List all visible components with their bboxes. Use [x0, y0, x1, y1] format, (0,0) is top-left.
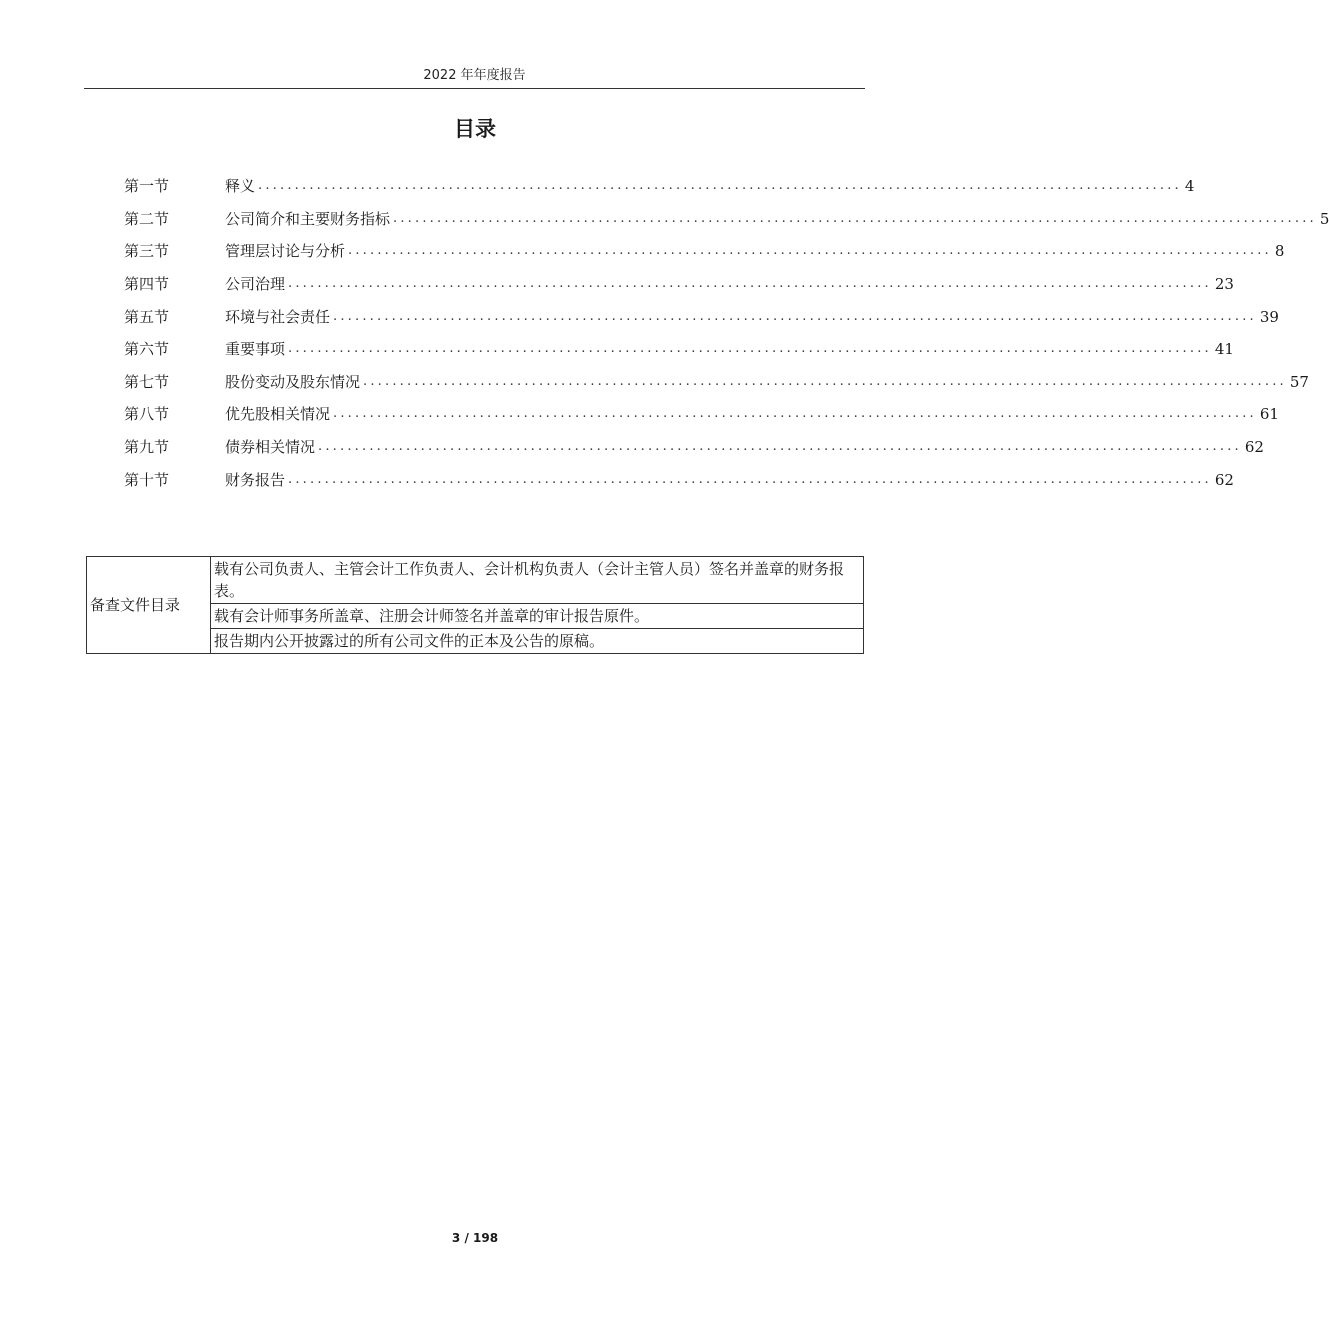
toc-section-number: 第一节 — [124, 177, 170, 196]
toc-section-title: 重要事项 — [225, 340, 286, 359]
toc-leader-dots: .............................................................................................................................. — [318, 439, 1242, 455]
toc-section-title: 股份变动及股东情况 — [225, 372, 361, 391]
toc-section-number: 第七节 — [124, 372, 170, 391]
reference-document-item: 报告期内公开披露过的所有公司文件的正本及公告的原稿。 — [211, 629, 864, 654]
toc-section-number: 第六节 — [124, 340, 170, 359]
toc-leader-dots: .............................................................................................................................. — [333, 308, 1257, 324]
toc-leader-dots: .............................................................................................................................. — [288, 471, 1212, 487]
page-header — [84, 66, 865, 89]
toc-leader-dots: .............................................................................................................................. — [363, 373, 1287, 389]
reference-documents-label: 备查文件目录 — [87, 557, 211, 654]
toc-leader-dots: .............................................................................................................................. — [288, 341, 1212, 357]
toc-section-title: 公司治理 — [225, 275, 286, 294]
header-title: 2022 年年度报告 — [423, 68, 526, 83]
toc-leader-dots: .............................................................................................................................. — [288, 276, 1212, 292]
toc-section-number: 第二节 — [124, 209, 170, 228]
table-of-contents — [124, 170, 1329, 496]
toc-entry[interactable] — [124, 235, 1285, 268]
toc-page-number: 57 — [1289, 372, 1309, 391]
toc-section-title: 公司简介和主要财务指标 — [225, 209, 391, 228]
toc-page-number: 23 — [1214, 275, 1234, 294]
toc-section-number: 第四节 — [124, 275, 170, 294]
toc-entry[interactable] — [124, 203, 1329, 236]
toc-section-title: 债券相关情况 — [225, 438, 316, 457]
page-number: 3 / 198 — [451, 1231, 499, 1245]
toc-entry[interactable] — [124, 463, 1234, 496]
toc-section-title: 管理层讨论与分析 — [225, 242, 346, 261]
toc-leader-dots: .............................................................................................................................. — [258, 178, 1182, 194]
toc-entry[interactable] — [124, 366, 1309, 399]
toc-section-title: 财务报告 — [225, 470, 286, 489]
toc-page-number: 4 — [1184, 177, 1195, 196]
toc-section-title: 环境与社会责任 — [225, 307, 331, 326]
toc-section-number: 第九节 — [124, 438, 170, 457]
toc-leader-dots: .............................................................................................................................. — [333, 406, 1257, 422]
toc-page-number: 8 — [1274, 242, 1285, 261]
toc-page-number: 39 — [1259, 307, 1279, 326]
toc-entry[interactable] — [124, 431, 1264, 464]
toc-entry[interactable] — [124, 333, 1234, 366]
reference-documents-table — [86, 556, 864, 654]
toc-leader-dots: .............................................................................................................................. — [393, 210, 1317, 226]
toc-entry[interactable] — [124, 268, 1234, 301]
reference-document-item: 载有公司负责人、主管会计工作负责人、会计机构负责人（会计主管人员）签名并盖章的财务报表。 — [211, 557, 864, 604]
toc-entry[interactable] — [124, 170, 1195, 203]
toc-page-number: 62 — [1244, 438, 1264, 457]
table-row — [87, 557, 864, 604]
toc-leader-dots: .............................................................................................................................. — [348, 243, 1272, 259]
toc-page-number: 5 — [1319, 209, 1329, 228]
toc-section-number: 第五节 — [124, 307, 170, 326]
toc-section-title: 释义 — [225, 177, 256, 196]
page-title: 目录 — [454, 117, 496, 141]
toc-page-number: 62 — [1214, 470, 1234, 489]
toc-section-title: 优先股相关情况 — [225, 405, 331, 424]
toc-section-number: 第八节 — [124, 405, 170, 424]
toc-page-number: 41 — [1214, 340, 1234, 359]
toc-page-number: 61 — [1259, 405, 1279, 424]
reference-document-item: 载有会计师事务所盖章、注册会计师签名并盖章的审计报告原件。 — [211, 604, 864, 629]
toc-entry[interactable] — [124, 398, 1279, 431]
toc-entry[interactable] — [124, 300, 1279, 333]
toc-section-number: 第三节 — [124, 242, 170, 261]
toc-section-number: 第十节 — [124, 470, 170, 489]
